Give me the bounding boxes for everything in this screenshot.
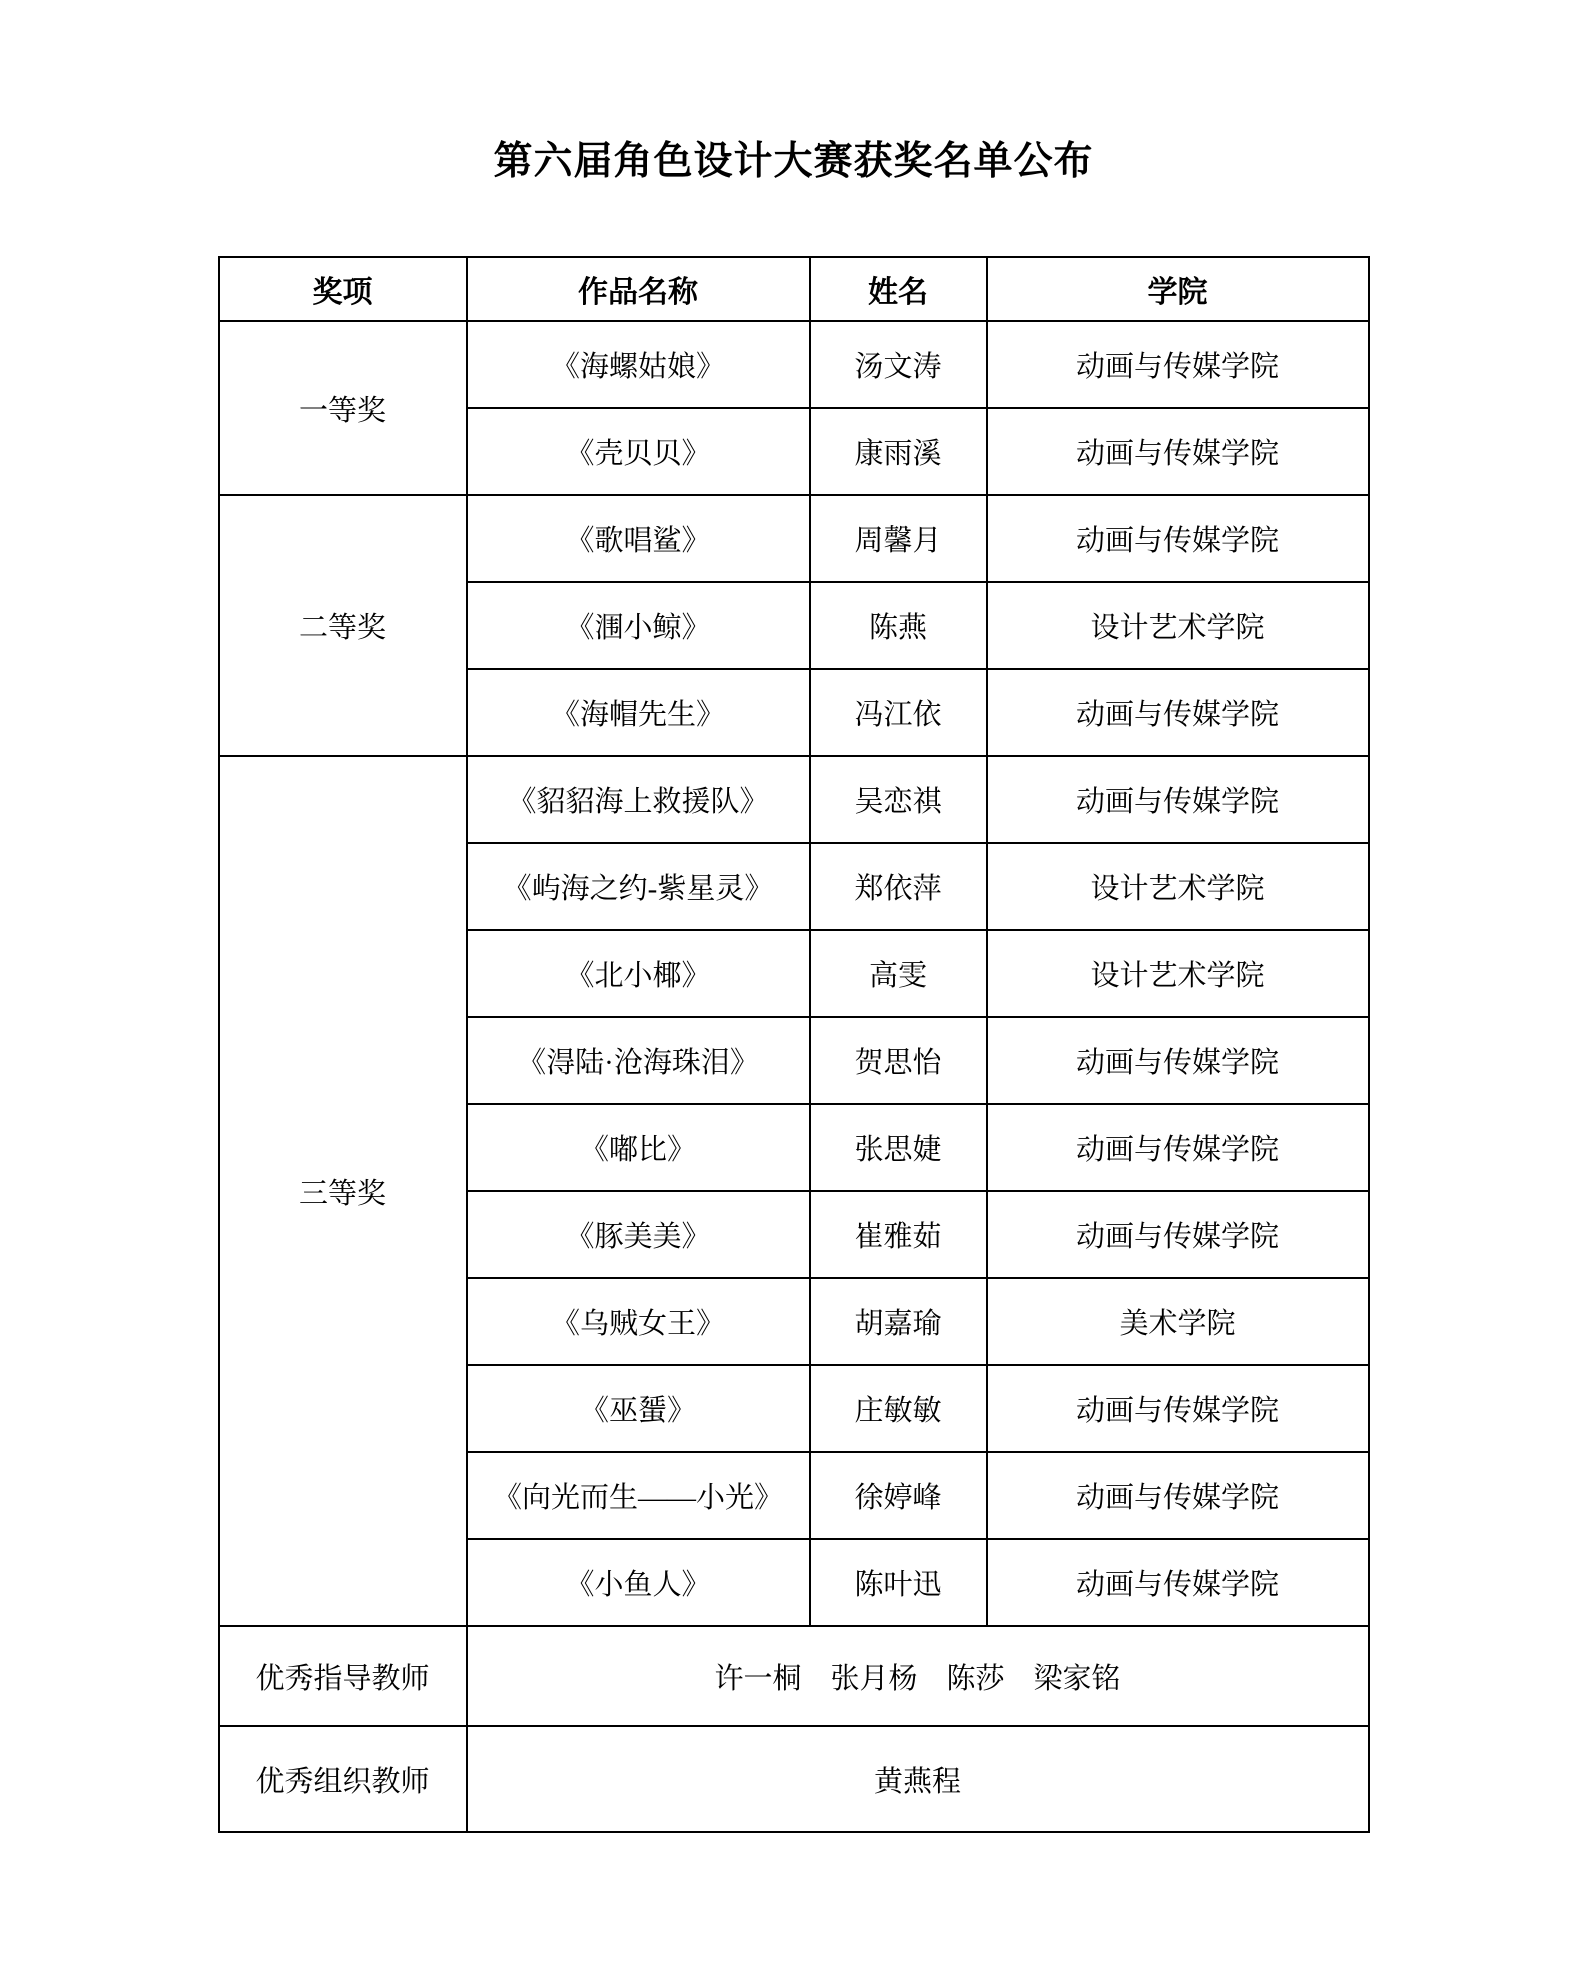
table-row bbox=[219, 321, 1369, 408]
header-college: 学院 bbox=[987, 257, 1369, 321]
name-cell: 康雨溪 bbox=[810, 408, 987, 495]
table-row-guidance-teachers bbox=[219, 1626, 1369, 1726]
college-cell: 动画与传媒学院 bbox=[987, 1104, 1369, 1191]
work-cell: 《小鱼人》 bbox=[467, 1539, 810, 1626]
award-cell-third-prize: 三等奖 bbox=[219, 756, 467, 1626]
college-cell: 动画与传媒学院 bbox=[987, 321, 1369, 408]
name-cell: 汤文涛 bbox=[810, 321, 987, 408]
college-cell: 设计艺术学院 bbox=[987, 582, 1369, 669]
college-cell: 动画与传媒学院 bbox=[987, 669, 1369, 756]
college-cell: 动画与传媒学院 bbox=[987, 495, 1369, 582]
name-cell: 冯江依 bbox=[810, 669, 987, 756]
name-cell: 徐婷峰 bbox=[810, 1452, 987, 1539]
work-cell: 《嘟比》 bbox=[467, 1104, 810, 1191]
college-cell: 动画与传媒学院 bbox=[987, 1017, 1369, 1104]
work-cell: 《淂陆·沧海珠泪》 bbox=[467, 1017, 810, 1104]
name-cell: 崔雅茹 bbox=[810, 1191, 987, 1278]
work-cell: 《涠小鲸》 bbox=[467, 582, 810, 669]
award-cell-first-prize: 一等奖 bbox=[219, 321, 467, 495]
college-cell: 动画与传媒学院 bbox=[987, 756, 1369, 843]
header-name: 姓名 bbox=[810, 257, 987, 321]
header-award: 奖项 bbox=[219, 257, 467, 321]
name-cell: 陈燕 bbox=[810, 582, 987, 669]
work-cell: 《北小椰》 bbox=[467, 930, 810, 1017]
college-cell: 动画与传媒学院 bbox=[987, 408, 1369, 495]
college-cell: 动画与传媒学院 bbox=[987, 1191, 1369, 1278]
name-cell: 周馨月 bbox=[810, 495, 987, 582]
college-cell: 设计艺术学院 bbox=[987, 930, 1369, 1017]
college-cell: 动画与传媒学院 bbox=[987, 1452, 1369, 1539]
work-cell: 《向光而生——小光》 bbox=[467, 1452, 810, 1539]
work-cell: 《海螺姑娘》 bbox=[467, 321, 810, 408]
footer-label-guidance: 优秀指导教师 bbox=[219, 1626, 467, 1726]
work-cell: 《壳贝贝》 bbox=[467, 408, 810, 495]
name-cell: 庄敏敏 bbox=[810, 1365, 987, 1452]
work-cell: 《屿海之约-紫星灵》 bbox=[467, 843, 810, 930]
footer-value-guidance: 许一桐 张月杨 陈莎 梁家铭 bbox=[467, 1626, 1369, 1726]
name-cell: 高雯 bbox=[810, 930, 987, 1017]
name-cell: 胡嘉瑜 bbox=[810, 1278, 987, 1365]
awards-table bbox=[218, 256, 1370, 1833]
work-cell: 《乌贼女王》 bbox=[467, 1278, 810, 1365]
footer-value-organization: 黄燕程 bbox=[467, 1726, 1369, 1832]
name-cell: 张思婕 bbox=[810, 1104, 987, 1191]
award-cell-second-prize: 二等奖 bbox=[219, 495, 467, 756]
name-cell: 贺思怡 bbox=[810, 1017, 987, 1104]
table-row-organization-teacher bbox=[219, 1726, 1369, 1832]
table-header-row bbox=[219, 257, 1369, 321]
name-cell: 吴恋祺 bbox=[810, 756, 987, 843]
name-cell: 郑依萍 bbox=[810, 843, 987, 930]
table-row bbox=[219, 756, 1369, 843]
work-cell: 《海帽先生》 bbox=[467, 669, 810, 756]
college-cell: 动画与传媒学院 bbox=[987, 1365, 1369, 1452]
work-cell: 《貂貂海上救援队》 bbox=[467, 756, 810, 843]
work-cell: 《歌唱鲨》 bbox=[467, 495, 810, 582]
page-title: 第六届角色设计大赛获奖名单公布 bbox=[493, 140, 1094, 183]
work-cell: 《巫蜑》 bbox=[467, 1365, 810, 1452]
footer-label-organization: 优秀组织教师 bbox=[219, 1726, 467, 1832]
work-cell: 《豚美美》 bbox=[467, 1191, 810, 1278]
college-cell: 动画与传媒学院 bbox=[987, 1539, 1369, 1626]
college-cell: 美术学院 bbox=[987, 1278, 1369, 1365]
header-work: 作品名称 bbox=[467, 257, 810, 321]
name-cell: 陈叶迅 bbox=[810, 1539, 987, 1626]
college-cell: 设计艺术学院 bbox=[987, 843, 1369, 930]
table-row bbox=[219, 495, 1369, 582]
